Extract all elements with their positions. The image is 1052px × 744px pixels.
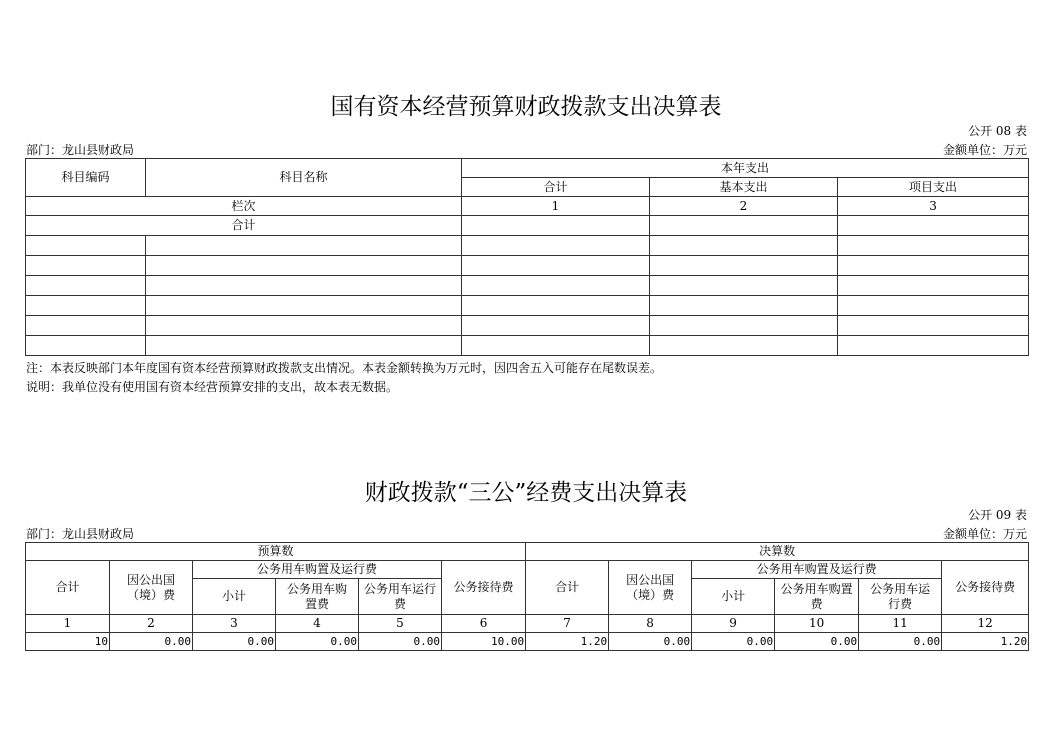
column-number: 2 bbox=[110, 615, 193, 633]
value-final-vehicle-operation: 0.00 bbox=[859, 633, 942, 651]
column-number: 1 bbox=[26, 615, 110, 633]
empty-table-row bbox=[26, 256, 1029, 276]
header-budget-vehicle: 公务用车购置及运行费 bbox=[193, 561, 442, 579]
state-capital-budget-table bbox=[25, 158, 1029, 356]
header-total: 合计 bbox=[462, 178, 650, 197]
header-final-accounts: 决算数 bbox=[526, 543, 1029, 561]
header-budget: 预算数 bbox=[26, 543, 526, 561]
column-number: 7 bbox=[526, 615, 609, 633]
table1-title: 国有资本经营预算财政拨款支出决算表 bbox=[330, 94, 722, 120]
header-budget-vehicle-purchase: 公务用车购置费 bbox=[276, 579, 359, 615]
value-budget-reception: 10.00 bbox=[442, 633, 526, 651]
header-basic-expenditure: 基本支出 bbox=[650, 178, 838, 197]
empty-table-row bbox=[26, 316, 1029, 336]
total-row-label: 合计 bbox=[26, 216, 462, 236]
table2-form-number: 公开 09 表 bbox=[968, 508, 1027, 522]
header-current-year-expenditure: 本年支出 bbox=[462, 159, 1029, 178]
table2-title: 财政拨款“三公”经费支出决算表 bbox=[364, 480, 688, 506]
table1-unit: 金额单位：万元 bbox=[942, 143, 1027, 157]
value-budget-vehicle-subtotal: 0.00 bbox=[193, 633, 276, 651]
header-final-vehicle-operation: 公务用车运行费 bbox=[859, 579, 942, 615]
value-final-vehicle-subtotal: 0.00 bbox=[692, 633, 775, 651]
empty-table-row bbox=[26, 276, 1029, 296]
table2-unit: 金额单位：万元 bbox=[942, 527, 1027, 541]
column-index-3: 3 bbox=[838, 197, 1029, 216]
table1-explanation: 说明：我单位没有使用国有资本经营预算安排的支出，故本表无数据。 bbox=[26, 380, 399, 394]
table1-note: 注：本表反映部门本年度国有资本经营预算财政拨款支出情况。本表金额转换为万元时，因四舍五入可能存在尾数误差。 bbox=[26, 361, 663, 375]
column-number: 3 bbox=[193, 615, 276, 633]
column-index-2: 2 bbox=[650, 197, 838, 216]
value-budget-abroad: 0.00 bbox=[110, 633, 193, 651]
value-final-abroad: 0.00 bbox=[609, 633, 692, 651]
value-final-reception: 1.20 bbox=[942, 633, 1029, 651]
header-final-vehicle: 公务用车购置及运行费 bbox=[692, 561, 942, 579]
header-project-expenditure: 项目支出 bbox=[838, 178, 1029, 197]
value-budget-vehicle-purchase: 0.00 bbox=[276, 633, 359, 651]
header-budget-total: 合计 bbox=[26, 561, 110, 615]
column-number: 4 bbox=[276, 615, 359, 633]
header-final-total: 合计 bbox=[526, 561, 609, 615]
header-final-reception: 公务接待费 bbox=[942, 561, 1029, 615]
table1-department: 部门：龙山县财政局 bbox=[26, 143, 135, 157]
header-final-subtotal: 小计 bbox=[692, 579, 775, 615]
value-final-vehicle-purchase: 0.00 bbox=[775, 633, 859, 651]
column-index-label: 栏次 bbox=[26, 197, 462, 216]
column-number: 8 bbox=[609, 615, 692, 633]
column-number: 9 bbox=[692, 615, 775, 633]
column-number: 6 bbox=[442, 615, 526, 633]
value-budget-total: 10 bbox=[26, 633, 110, 651]
header-budget-abroad: 因公出国（境）费 bbox=[110, 561, 193, 615]
three-public-expenses-table bbox=[25, 542, 1029, 651]
value-final-total: 1.20 bbox=[526, 633, 609, 651]
empty-table-row bbox=[26, 236, 1029, 256]
table2-department: 部门：龙山县财政局 bbox=[26, 527, 135, 541]
column-index-1: 1 bbox=[462, 197, 650, 216]
header-final-abroad: 因公出国（境）费 bbox=[609, 561, 692, 615]
header-subject-name: 科目名称 bbox=[146, 159, 462, 197]
header-budget-vehicle-operation: 公务用车运行费 bbox=[359, 579, 442, 615]
value-budget-vehicle-operation: 0.00 bbox=[359, 633, 442, 651]
header-budget-reception: 公务接待费 bbox=[442, 561, 526, 615]
total-row-cell bbox=[650, 216, 838, 236]
total-row-cell bbox=[462, 216, 650, 236]
total-row-cell bbox=[838, 216, 1029, 236]
column-number: 11 bbox=[859, 615, 942, 633]
table1-form-number: 公开 08 表 bbox=[968, 124, 1027, 138]
empty-table-row bbox=[26, 336, 1029, 356]
column-number: 5 bbox=[359, 615, 442, 633]
header-subject-code: 科目编码 bbox=[26, 159, 146, 197]
header-final-vehicle-purchase: 公务用车购置费 bbox=[775, 579, 859, 615]
column-number: 10 bbox=[775, 615, 859, 633]
column-number: 12 bbox=[942, 615, 1029, 633]
header-budget-subtotal: 小计 bbox=[193, 579, 276, 615]
empty-table-row bbox=[26, 296, 1029, 316]
